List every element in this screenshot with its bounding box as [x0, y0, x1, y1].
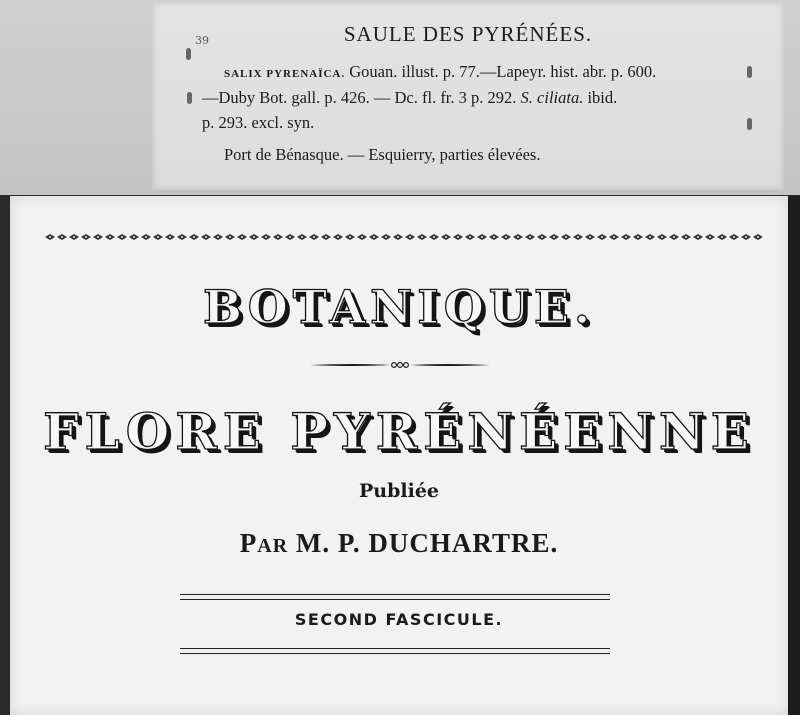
- citation-line-1: [224, 62, 656, 82]
- section-heading: BOTANIQUE.: [202, 280, 596, 334]
- main-title: FLORE PYRÉNÉENNE: [43, 402, 755, 461]
- locality-line: Port de Bénasque. — Esquierry, parties élevées.: [224, 145, 541, 164]
- ornamental-divider-icon: [310, 360, 490, 370]
- species-title: SAULE DES PYRÉNÉES.: [343, 22, 593, 46]
- citation-text: —Duby Bot. gall. p. 426. — Dc. fl. fr. 3 p. 292.: [202, 88, 521, 107]
- author-line: [10, 528, 788, 559]
- citation-text: Gouan. illust. p. 77.—Lapeyr. hist. abr. p. 600.: [345, 62, 657, 81]
- author-name: M. P. DUCHARTRE.: [288, 528, 559, 558]
- citation-line-2: [202, 88, 617, 108]
- pin-mark: [747, 118, 752, 130]
- published-label: Publiée: [359, 480, 439, 502]
- pin-mark: [186, 48, 191, 60]
- fascicle-label: SECOND FASCICULE.: [294, 610, 504, 629]
- citation-line-3: p. 293. excl. syn.: [202, 113, 315, 132]
- pin-mark: [747, 66, 752, 78]
- by-prefix-small: AR: [257, 535, 289, 557]
- pin-mark: [187, 92, 192, 104]
- ornamental-border-icon: [44, 232, 762, 242]
- double-rule-bottom: [180, 648, 610, 654]
- by-prefix-cap: P: [239, 528, 258, 558]
- double-rule-top: [180, 594, 610, 600]
- page-number: 39: [195, 34, 209, 47]
- citation-text: ibid.: [583, 88, 618, 107]
- species-latin-name: SALIX PYRENAÏCA.: [224, 68, 346, 80]
- synonym-italic: S. ciliata.: [520, 88, 584, 107]
- page-edge-shadow: [788, 196, 800, 715]
